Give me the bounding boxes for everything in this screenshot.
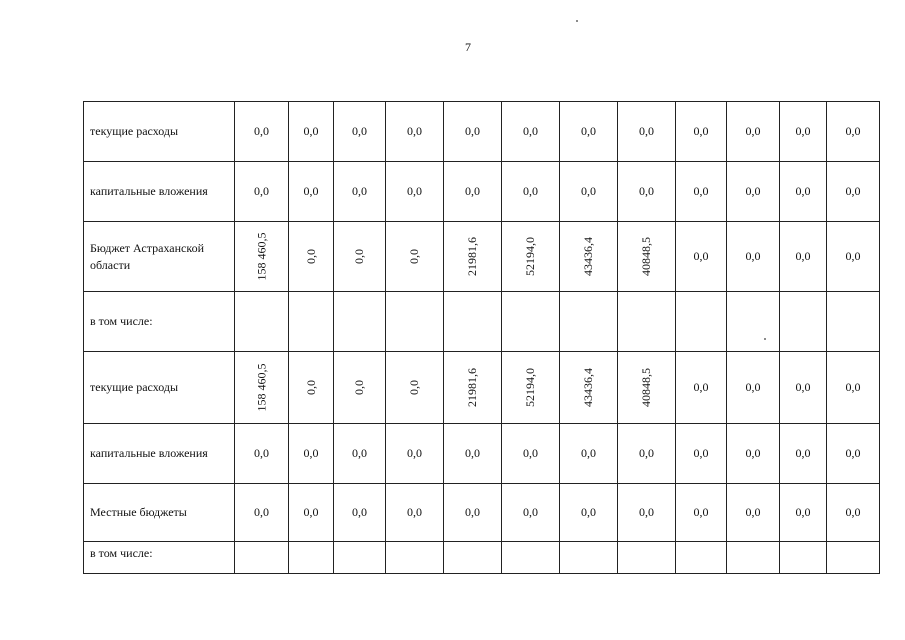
cell-value-vertical: 0,0 — [352, 249, 366, 264]
row-label-including: в том числе: — [84, 292, 235, 352]
table-cell: 0,0 — [827, 424, 880, 484]
row-label-local-budgets: Местные бюджеты — [84, 484, 235, 542]
table-cell: 0,0 — [780, 352, 827, 424]
table-cell: 0,0 — [618, 162, 676, 222]
table-cell: 0,0 — [444, 102, 502, 162]
table-cell: 0,0 — [780, 102, 827, 162]
table-cell: 0,0 — [444, 484, 502, 542]
cell-value-vertical: 43436,4 — [581, 237, 595, 276]
cell-value-vertical: 21981,6 — [465, 368, 479, 407]
table-cell — [502, 542, 560, 574]
table-cell: 0,0 — [727, 162, 780, 222]
table-cell: 0,0 — [334, 484, 386, 542]
table-cell — [560, 542, 618, 574]
table-cell — [334, 222, 386, 292]
table-cell — [444, 222, 502, 292]
cell-value-vertical: 40848,5 — [639, 237, 653, 276]
table-cell: 0,0 — [618, 424, 676, 484]
table-row — [84, 542, 880, 574]
table-cell — [235, 222, 289, 292]
table-body — [84, 102, 880, 574]
table-cell: 0,0 — [289, 424, 334, 484]
cell-value-vertical: 52194,0 — [523, 368, 537, 407]
table-cell: 0,0 — [502, 484, 560, 542]
table-cell: 0,0 — [780, 424, 827, 484]
cell-value-vertical: 0,0 — [407, 249, 421, 264]
table-cell — [502, 292, 560, 352]
table-cell — [235, 292, 289, 352]
row-label-including: в том числе: — [84, 542, 235, 574]
table-cell: 0,0 — [235, 102, 289, 162]
table-cell: 0,0 — [727, 484, 780, 542]
row-label-current-expenses: текущие расходы — [84, 102, 235, 162]
table-cell — [334, 292, 386, 352]
table-cell — [618, 222, 676, 292]
table-cell: 0,0 — [560, 102, 618, 162]
table-cell — [727, 292, 780, 352]
cell-value-vertical: 52194,0 — [523, 237, 537, 276]
table-cell: 0,0 — [334, 102, 386, 162]
table-cell: 0,0 — [827, 222, 880, 292]
table-cell — [334, 352, 386, 424]
table-cell — [676, 542, 727, 574]
row-label-current-expenses: текущие расходы — [84, 352, 235, 424]
budget-table — [83, 101, 880, 574]
table-cell: 0,0 — [676, 102, 727, 162]
table-cell — [289, 352, 334, 424]
cell-value-vertical: 158 460,5 — [254, 232, 268, 281]
table-cell: 0,0 — [235, 162, 289, 222]
table-cell — [676, 292, 727, 352]
table-cell — [289, 542, 334, 574]
table-cell — [235, 542, 289, 574]
table-row — [84, 162, 880, 222]
table-cell: 0,0 — [235, 484, 289, 542]
table-cell: 0,0 — [386, 102, 444, 162]
table-cell — [618, 542, 676, 574]
table-row — [84, 484, 880, 542]
cell-value-vertical: 0,0 — [352, 380, 366, 395]
table-cell: 0,0 — [560, 484, 618, 542]
table-cell: 0,0 — [560, 162, 618, 222]
table-cell — [502, 352, 560, 424]
scan-speck — [764, 338, 766, 340]
table-cell: 0,0 — [502, 162, 560, 222]
table-cell — [289, 222, 334, 292]
table-cell: 0,0 — [444, 424, 502, 484]
table-cell: 0,0 — [676, 222, 727, 292]
table-cell — [560, 352, 618, 424]
table-cell — [780, 292, 827, 352]
table-cell: 0,0 — [727, 102, 780, 162]
table-cell — [827, 292, 880, 352]
table-cell: 0,0 — [386, 424, 444, 484]
table-row — [84, 102, 880, 162]
table-row — [84, 222, 880, 292]
table-cell: 0,0 — [334, 162, 386, 222]
cell-value-vertical: 0,0 — [303, 249, 318, 264]
table-cell: 0,0 — [780, 484, 827, 542]
cell-value-vertical: 43436,4 — [581, 368, 595, 407]
table-cell: 0,0 — [618, 102, 676, 162]
table-cell: 0,0 — [780, 222, 827, 292]
table-cell: 0,0 — [560, 424, 618, 484]
table-cell — [386, 292, 444, 352]
table-cell: 0,0 — [727, 222, 780, 292]
table-row — [84, 292, 880, 352]
table-cell — [444, 292, 502, 352]
table-cell — [386, 352, 444, 424]
scan-speck — [576, 20, 578, 22]
table-cell — [502, 222, 560, 292]
table-cell: 0,0 — [289, 162, 334, 222]
table-cell: 0,0 — [618, 484, 676, 542]
table-cell: 0,0 — [502, 102, 560, 162]
table-cell — [386, 542, 444, 574]
cell-value-vertical: 0,0 — [303, 380, 318, 395]
table-cell — [560, 292, 618, 352]
table-cell — [780, 542, 827, 574]
table-row — [84, 424, 880, 484]
table-cell: 0,0 — [780, 162, 827, 222]
cell-value-vertical: 0,0 — [407, 380, 421, 395]
table-cell: 0,0 — [502, 424, 560, 484]
table-cell — [618, 352, 676, 424]
table-cell — [235, 352, 289, 424]
table-cell: 0,0 — [676, 352, 727, 424]
table-cell — [334, 542, 386, 574]
cell-value-vertical: 158 460,5 — [254, 363, 268, 412]
table-cell: 0,0 — [386, 484, 444, 542]
table-cell: 0,0 — [386, 162, 444, 222]
table-cell: 0,0 — [676, 162, 727, 222]
cell-value-vertical: 21981,6 — [465, 237, 479, 276]
table-cell: 0,0 — [334, 424, 386, 484]
table-row — [84, 352, 880, 424]
cell-value-vertical: 40848,5 — [639, 368, 653, 407]
table-cell: 0,0 — [289, 102, 334, 162]
table-cell — [289, 292, 334, 352]
row-label-capital-investments: капитальные вложения — [84, 424, 235, 484]
table-cell — [444, 542, 502, 574]
table-cell — [444, 352, 502, 424]
table-cell: 0,0 — [827, 484, 880, 542]
row-label-capital-investments: капитальные вложения — [84, 162, 235, 222]
table-cell: 0,0 — [289, 484, 334, 542]
table-cell: 0,0 — [827, 352, 880, 424]
table-cell: 0,0 — [827, 162, 880, 222]
row-label-astrakhan-region-budget: Бюджет Астраханской области — [84, 222, 235, 292]
table-cell — [386, 222, 444, 292]
table-cell — [560, 222, 618, 292]
table-cell: 0,0 — [727, 424, 780, 484]
table-cell — [618, 292, 676, 352]
table-cell: 0,0 — [444, 162, 502, 222]
table-cell: 0,0 — [676, 484, 727, 542]
table-cell: 0,0 — [235, 424, 289, 484]
table-cell: 0,0 — [827, 102, 880, 162]
table-cell: 0,0 — [727, 352, 780, 424]
page-number: 7 — [465, 40, 471, 54]
table-cell: 0,0 — [676, 424, 727, 484]
table-cell — [827, 542, 880, 574]
table-cell — [727, 542, 780, 574]
